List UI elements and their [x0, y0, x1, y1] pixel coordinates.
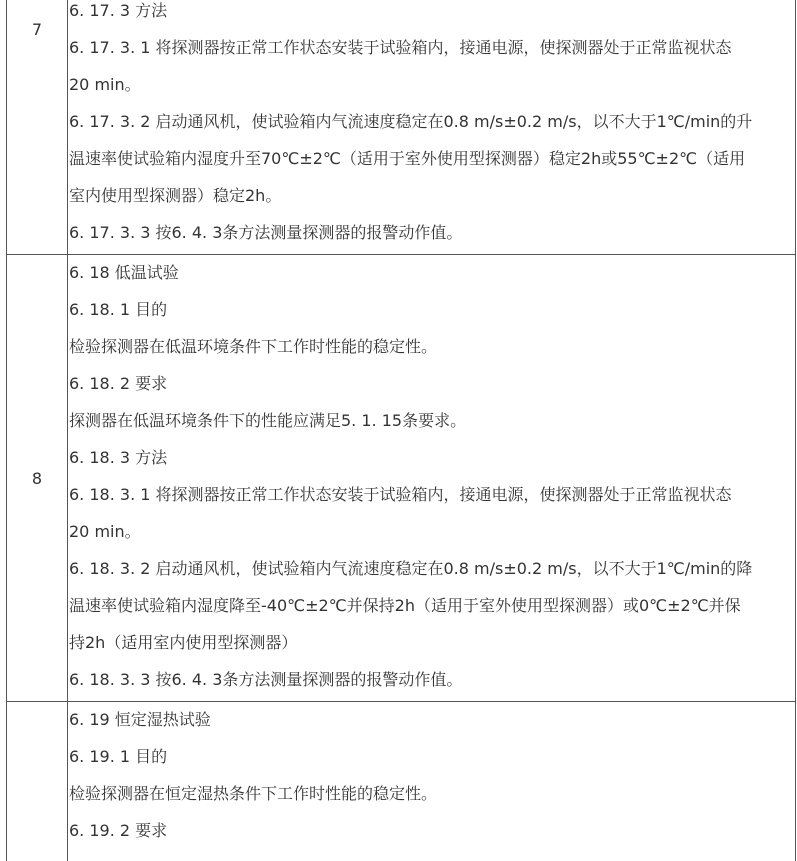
text-line: 6. 17. 3 方法: [69, 1, 168, 20]
table-row: [6, 0, 796, 254]
text-line: 6. 17. 3. 1 将探测器按正常工作状态安装于试验箱内，接通电源，使探测器处于正常监视状态: [69, 38, 732, 57]
text-line: 6. 19. 1 目的: [69, 747, 168, 766]
table-row: [6, 701, 796, 861]
table-row: [6, 254, 796, 702]
text-line: 6. 18. 1 目的: [69, 300, 168, 319]
row-number-cell: [7, 702, 68, 861]
row-number-cell: [7, 0, 68, 254]
text-line: 6. 17. 3. 2 启动通风机，使试验箱内气流速度稳定在0.8 m/s±0.2 m/s，以不大于1℃/min的升: [69, 112, 753, 131]
text-line: 检验探测器在恒定湿热条件下工作时性能的稳定性。: [69, 784, 438, 803]
text-line: 6. 17. 3. 3 按6. 4. 3条方法测量探测器的报警动作值。: [69, 223, 463, 242]
text-line: 6. 18. 3. 1 将探测器按正常工作状态安装于试验箱内，接通电源，使探测器处于正常监视状态: [69, 485, 732, 504]
row-number: 7: [31, 20, 43, 39]
text-line: 探测器在低温环境条件下的性能应满足5. 1. 15条要求。: [69, 411, 467, 430]
text-line: 6. 18. 3. 2 启动通风机，使试验箱内气流速度稳定在0.8 m/s±0.2 m/s，以不大于1℃/min的降: [69, 559, 753, 578]
text-line: 温速率使试验箱内湿度升至70℃±2℃（适用于室外使用型探测器）稳定2h或55℃±2℃（适用: [69, 149, 746, 168]
text-line: 温速率使试验箱内湿度降至-40℃±2℃并保持2h（适用于室外使用型探测器）或0℃±2℃并保: [69, 596, 741, 615]
text-line: 6. 19. 2 要求: [69, 821, 168, 840]
row-number-cell: [7, 255, 68, 702]
row-content-cell: [68, 255, 795, 702]
text-line: 6. 18. 3. 3 按6. 4. 3条方法测量探测器的报警动作值。: [69, 670, 463, 689]
row-number: 8: [31, 469, 43, 488]
text-line: 20 min。: [69, 522, 141, 541]
text-line: 6. 18. 3 方法: [69, 448, 168, 467]
text-line: 持2h（适用室内使用型探测器）: [69, 633, 298, 652]
text-line: 6. 19 恒定湿热试验: [69, 710, 211, 729]
text-line: 检验探测器在低温环境条件下工作时性能的稳定性。: [69, 337, 438, 356]
row-content-cell: [68, 702, 795, 861]
text-line: 室内使用型探测器）稳定2h。: [69, 186, 282, 205]
text-line: 6. 18. 2 要求: [69, 374, 168, 393]
text-line: 6. 18 低温试验: [69, 263, 179, 282]
text-line: 20 min。: [69, 75, 141, 94]
row-content-cell: [68, 0, 795, 254]
